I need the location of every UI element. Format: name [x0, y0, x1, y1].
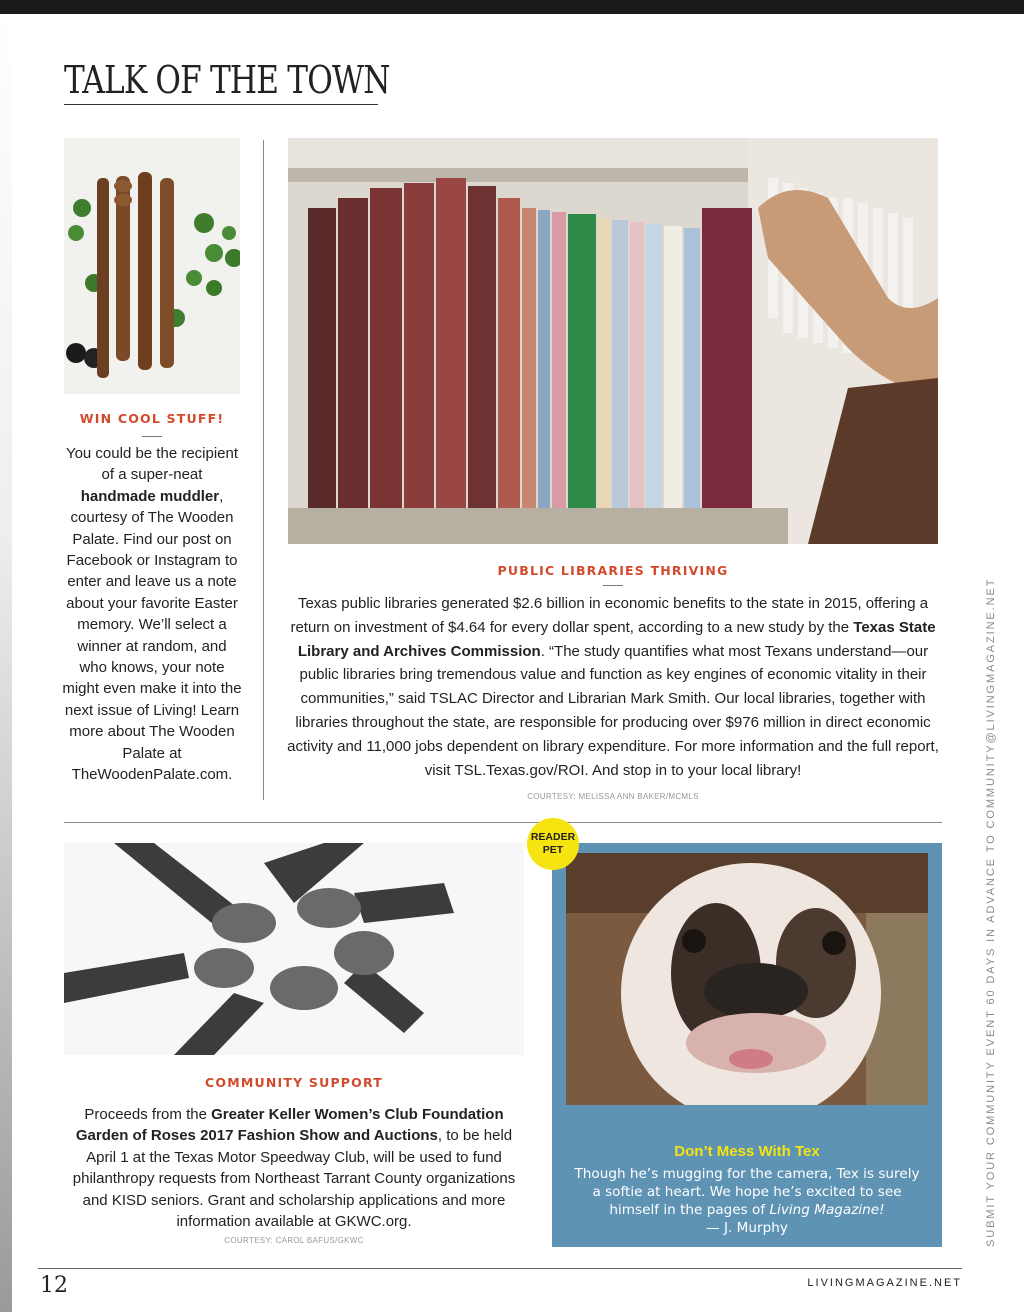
pet-text	[570, 1165, 924, 1237]
hands-illustration	[64, 843, 524, 1055]
win-heading-rule	[142, 436, 162, 437]
muddler-illustration	[64, 138, 240, 394]
badge-line2: PET	[542, 844, 564, 856]
win-text	[62, 443, 242, 786]
submission-sidebar: SUBMIT YOUR COMMUNITY EVENT 60 DAYS IN ADVANCE TO COMMUNITY@LIVINGMAGAZINE.NET	[985, 577, 997, 1247]
pet-signature: — J. Murphy	[706, 1220, 788, 1236]
section-divider	[64, 822, 942, 823]
community-text-part2: , to be held April 1 at the Texas Motor Speedway Club, will be used to fund philanthropy requests from Northeast Tarrant County organizations and KISD seniors. Grant and scholarship applications and more information available at GKWC.org.	[72, 1127, 516, 1231]
win-text-bold: handmade muddler	[80, 487, 220, 505]
section-title: TALK OF THE TOWN	[64, 58, 390, 102]
top-bar	[0, 0, 1024, 14]
pet-text-italic: Living Magazine!	[769, 1202, 885, 1218]
website-link[interactable]: LIVINGMAGAZINE.NET	[807, 1277, 962, 1289]
joined-hands-photo	[64, 843, 524, 1055]
community-text	[64, 1104, 524, 1232]
community-text-bold: Greater Keller Women’s Club Foundation Garden of Roses 2017 Fashion Show and Auctions	[75, 1106, 504, 1145]
libraries-text	[286, 592, 940, 782]
libraries-heading-rule	[603, 585, 623, 586]
reader-pet-box	[552, 843, 942, 1247]
footer-rule	[38, 1268, 962, 1269]
library-illustration	[288, 138, 938, 544]
win-heading: WIN COOL STUFF!	[79, 411, 225, 426]
libraries-text-bold: Texas State Library and Archives Commission	[297, 618, 936, 660]
column-divider	[263, 140, 264, 800]
libraries-text-part2: . “The study quantifies what most Texans understand—our public libraries bring tremendous value and function as key engines of economic vitality in their communities,” said TSLAC Director and Librarian Mark Smith. Our local libraries, together with libraries throughout the state, are responsible for producing over $976 million in direct economic activity and 11,000 jobs dependent on library expenditure. For more information and the full report, visit TSL.Texas.gov/ROI. And stop in to your local library!	[287, 642, 939, 779]
libraries-text-part1: Texas public libraries generated $2.6 billion in economic benefits to the state in 2015, offering a return on investment of $4.64 for every dollar spent, according to a new study by the	[290, 595, 929, 636]
dog-illustration	[566, 853, 928, 1105]
badge-line1: READER	[530, 831, 576, 843]
page-edge-shadow	[0, 14, 12, 1312]
win-text-part1: You could be the recipient of a super-neat	[65, 445, 239, 484]
libraries-heading: PUBLIC LIBRARIES THRIVING	[497, 563, 729, 578]
win-text-part2: , courtesy of The Wooden Palate. Find our post on Facebook or Instagram to enter and leave us a note about your favorite Easter memory. We’ll select a winner at random, and who knows, your note might even make it into the next issue of Living! Learn more about The Wooden Palate at TheWoodenPalate.com.	[62, 487, 242, 784]
community-text-part1: Proceeds from the	[84, 1106, 212, 1123]
libraries-credit: COURTESY: MELISSA ANN BAKER/MCMLS	[527, 792, 699, 801]
bulldog-photo	[566, 853, 928, 1105]
reader-pet-badge	[527, 818, 579, 870]
pet-text-part1: Though he’s mugging for the camera, Tex is surely a softie at heart. We hope he’s excited to see himself in the pages of	[574, 1166, 920, 1218]
community-heading: COMMUNITY SUPPORT	[205, 1075, 383, 1090]
pet-title: Don’t Mess With Tex	[674, 1143, 820, 1160]
page-number: 12	[40, 1273, 68, 1298]
library-shelf-photo	[288, 138, 938, 544]
community-credit: COURTESY: CAROL BAFUS/GKWC	[224, 1236, 364, 1245]
muddler-photo	[64, 138, 240, 394]
title-underline	[64, 104, 378, 105]
